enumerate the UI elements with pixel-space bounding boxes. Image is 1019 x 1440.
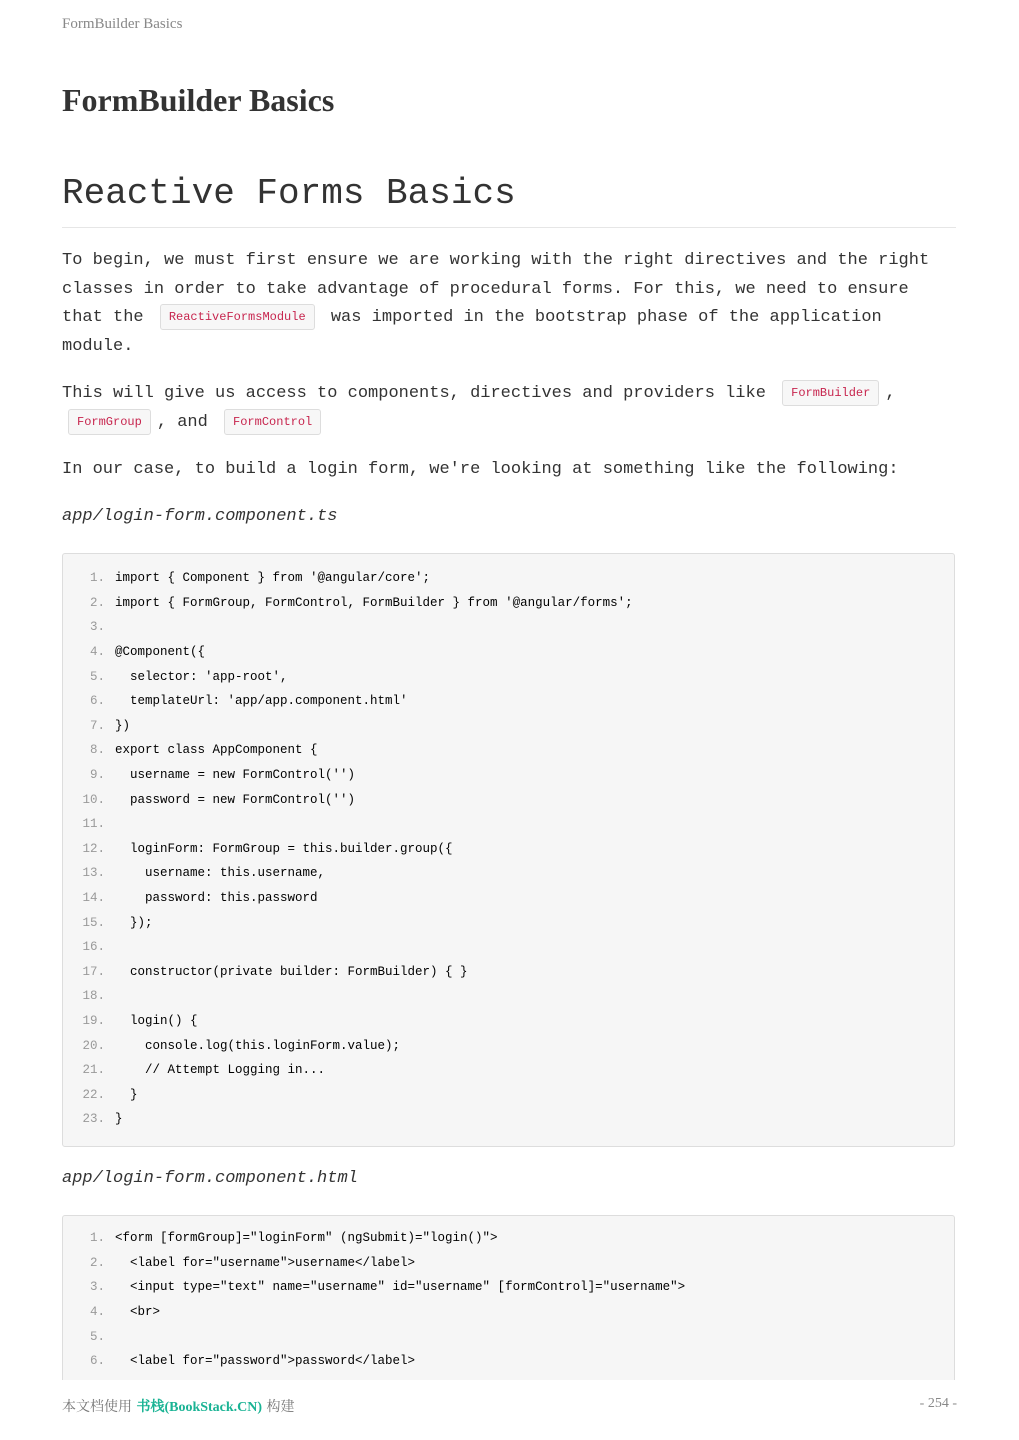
line-number: 10. [82, 792, 105, 807]
code-line [63, 935, 954, 960]
code-text: templateUrl: 'app/app.component.html' [115, 694, 408, 709]
code-line [63, 714, 954, 739]
code-line [63, 837, 954, 862]
code-line [63, 812, 954, 837]
line-number: 23. [82, 1112, 105, 1127]
code-line [63, 1300, 954, 1325]
inline-code-formgroup: FormGroup [68, 409, 151, 435]
line-number: 2. [89, 1255, 105, 1270]
code-text: <label for="password">password</label> [115, 1354, 416, 1369]
code-line [63, 1107, 954, 1132]
code-text: }); [115, 915, 153, 930]
html-file-caption: app/login-form.component.html [62, 1169, 358, 1188]
line-number: 4. [89, 645, 105, 660]
code-line [63, 615, 954, 640]
line-number: 14. [82, 891, 105, 906]
code-text: <form [formGroup]="loginForm" (ngSubmit)="login()"> [115, 1231, 498, 1246]
line-number: 8. [89, 743, 105, 758]
code-text: } [115, 1112, 123, 1127]
code-text: import { Component } from '@angular/core'; [115, 571, 431, 586]
code-line [63, 1251, 954, 1276]
line-number: 2. [89, 595, 105, 610]
line-number: 13. [82, 866, 105, 881]
ts-code-block [62, 553, 955, 1147]
paragraph-text: This will give us access to components, directives and providers like [62, 384, 766, 403]
inline-code-reactiveformsmodule: ReactiveFormsModule [160, 304, 315, 330]
ts-file-caption: app/login-form.component.ts [62, 507, 338, 526]
line-number: 9. [89, 768, 105, 783]
intro-paragraph [62, 247, 956, 361]
line-number: 5. [89, 669, 105, 684]
line-number: 19. [82, 1013, 105, 1028]
code-text: console.log(this.loginForm.value); [115, 1038, 401, 1053]
code-line [63, 1324, 954, 1349]
line-number: 5. [89, 1329, 105, 1344]
code-text: username = new FormControl('') [115, 768, 356, 783]
line-number: 3. [89, 620, 105, 635]
code-line [63, 1082, 954, 1107]
section-heading: Reactive Forms Basics [62, 173, 516, 214]
code-text: // Attempt Logging in... [115, 1063, 326, 1078]
example-intro-paragraph: In our case, to build a login form, we're looking at something like the following: [62, 460, 899, 479]
line-number: 16. [82, 940, 105, 955]
code-text: loginForm: FormGroup = this.builder.group({ [115, 841, 453, 856]
paragraph-text: To begin, we must first ensure we are working with the right directives and the right classes in order to take advantage of procedural forms. For this, we need to ensure that the [62, 251, 930, 327]
code-line [63, 689, 954, 714]
code-text: import { FormGroup, FormControl, FormBuilder } from '@angular/forms'; [115, 595, 633, 610]
footer-suffix: 构建 [266, 1399, 295, 1415]
code-line [63, 984, 954, 1009]
page-number: - 254 - [919, 1396, 957, 1411]
code-line [63, 787, 954, 812]
code-line [63, 1275, 954, 1300]
code-text: username: this.username, [115, 866, 326, 881]
code-text: selector: 'app-root', [115, 669, 288, 684]
line-number: 3. [89, 1280, 105, 1295]
code-text: @Component({ [115, 645, 206, 660]
line-number: 6. [89, 1354, 105, 1369]
inline-code-formcontrol: FormControl [224, 409, 321, 435]
line-number: 21. [82, 1063, 105, 1078]
footer-prefix: 本文档使用 [62, 1399, 132, 1415]
code-text: constructor(private builder: FormBuilder) { } [115, 964, 468, 979]
line-number: 12. [82, 841, 105, 856]
code-text: } [115, 1087, 138, 1102]
inline-code-formbuilder: FormBuilder [782, 380, 879, 406]
code-line [63, 566, 954, 591]
code-line [63, 738, 954, 763]
heading-divider [62, 227, 956, 228]
line-number: 4. [89, 1305, 105, 1320]
code-text: password: this.password [115, 891, 318, 906]
line-number: 7. [89, 718, 105, 733]
bookstack-link[interactable]: 书栈(BookStack.CN) [136, 1400, 263, 1415]
code-text: password = new FormControl('') [115, 792, 356, 807]
code-line [63, 960, 954, 985]
code-line [63, 664, 954, 689]
code-line [63, 1349, 954, 1374]
code-text: login() { [115, 1013, 198, 1028]
running-header: FormBuilder Basics [62, 16, 183, 32]
code-line [63, 763, 954, 788]
html-code-block [62, 1215, 955, 1385]
code-line [63, 886, 954, 911]
code-line [63, 1009, 954, 1034]
code-line [63, 910, 954, 935]
code-line [63, 591, 954, 616]
code-text: <br> [115, 1305, 161, 1320]
line-number: 6. [89, 694, 105, 709]
code-text: }) [115, 718, 131, 733]
code-line [63, 1058, 954, 1083]
separator-comma: , [885, 384, 896, 403]
code-line [63, 861, 954, 886]
page-title: FormBuilder Basics [62, 82, 335, 118]
code-text: export class AppComponent { [115, 743, 318, 758]
code-text: <input type="text" name="username" id="username" [formControl]="username"> [115, 1280, 686, 1295]
line-number: 22. [82, 1087, 105, 1102]
code-line [63, 1033, 954, 1058]
line-number: 20. [82, 1038, 105, 1053]
line-number: 11. [82, 817, 105, 832]
paragraph-text: was imported in the bootstrap phase of the application module. [62, 308, 882, 356]
paragraph-text: , and [156, 412, 208, 432]
code-line [63, 640, 954, 665]
line-number: 18. [82, 989, 105, 1004]
code-line [63, 1226, 954, 1251]
line-number: 15. [82, 915, 105, 930]
line-number: 1. [89, 571, 105, 586]
line-number: 17. [82, 964, 105, 979]
line-number: 1. [89, 1231, 105, 1246]
code-text: <label for="username">username</label> [115, 1255, 416, 1270]
footer-credit [62, 1396, 295, 1416]
providers-paragraph [62, 380, 956, 437]
